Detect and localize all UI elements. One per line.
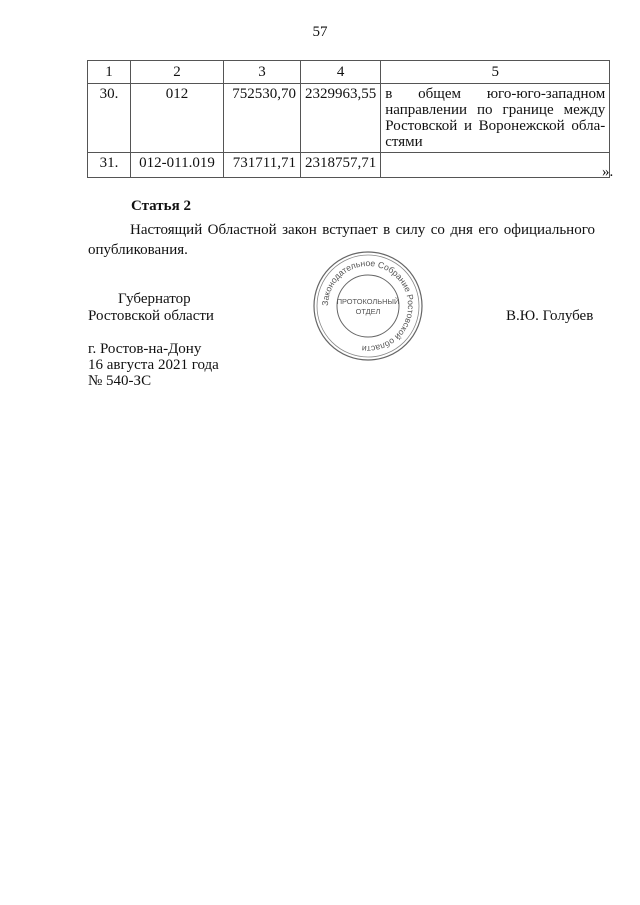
article-text: Настоящий Областной закон вступает в силу со дня его официального опубликования. (88, 222, 595, 258)
coordinates-table (87, 60, 610, 178)
row-number: 31. (88, 153, 131, 178)
table-header-row (88, 61, 610, 84)
official-seal-stamp (312, 250, 424, 362)
point-code: 012-011.019 (131, 153, 224, 178)
boundary-description: в общем юго-юго-западном направлении по границе между Ростовской и Воронежской областями (381, 84, 610, 153)
seal-center-line2: ОТДЕЛ (355, 307, 381, 316)
signatory-region: Ростовской области (88, 308, 214, 324)
table-row (88, 84, 610, 153)
header-cell: 3 (224, 61, 301, 84)
signatory-name: В.Ю. Голубев (506, 308, 594, 324)
page-number: 57 (312, 24, 328, 40)
seal-ring-text: Законодательное Собрание Ростовской области (319, 257, 417, 355)
seal-center-line1: ПРОТОКОЛЬНЫЙ (336, 297, 400, 306)
signatory-title: Губернатор (118, 291, 191, 307)
coordinate-x: 731711,71 (224, 153, 301, 178)
point-code: 012 (131, 84, 224, 153)
seal-graphic (312, 250, 424, 362)
law-number: № 540-ЗС (88, 373, 152, 389)
coordinate-x: 752530,70 (224, 84, 301, 153)
coordinate-y: 2329963,55 (301, 84, 381, 153)
boundary-description (381, 153, 610, 178)
table-row (88, 153, 610, 178)
header-cell: 4 (301, 61, 381, 84)
law-date: 16 августа 2021 года (88, 357, 219, 373)
header-cell: 5 (381, 61, 610, 84)
header-cell: 2 (131, 61, 224, 84)
coordinate-y: 2318757,71 (301, 153, 381, 178)
place-city: г. Ростов-на-Дону (88, 341, 202, 357)
header-cell: 1 (88, 61, 131, 84)
closing-quote: ». (602, 164, 614, 180)
article-title: Статья 2 (131, 198, 191, 214)
row-number: 30. (88, 84, 131, 153)
